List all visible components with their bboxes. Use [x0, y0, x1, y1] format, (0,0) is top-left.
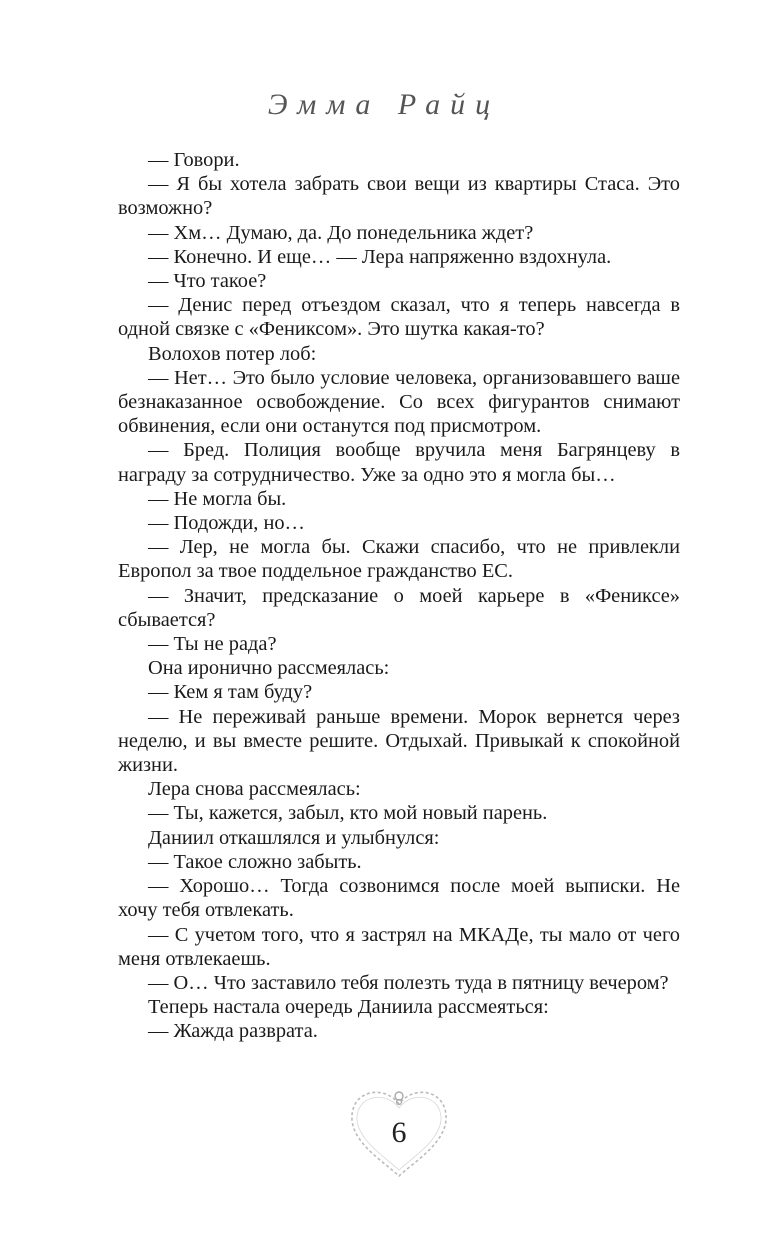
paragraph: — Говори. — [148, 149, 240, 171]
paragraph: Даниил откашлялся и улыбнулся: — [148, 826, 440, 849]
paragraph: — Подожди, но… — [148, 512, 305, 535]
paragraph: — Не могла бы. — [148, 487, 287, 510]
paragraph: — Такое сложно забыть. — [148, 850, 362, 873]
paragraph: — О… Что заставило тебя полезть туда в пятницу вечером? — [148, 971, 669, 994]
paragraph: — Не переживай раньше времени. Морок вернется через неделю, и вы вместе решите. Отдыхай. Привыкай к спокойной жизни. — [118, 705, 680, 777]
paragraph: — С учетом того, что я застрял на МКАДе, ты мало от чего меня отвлекаешь. — [118, 923, 680, 970]
paragraph: Волохов потер лоб: — [148, 342, 317, 365]
paragraph: — Значит, предсказание о моей карьере в «Фениксе» сбывается? — [118, 584, 680, 631]
paragraph: Она иронично рассмеялась: — [148, 657, 390, 680]
paragraph: — Что такое? — [148, 270, 267, 293]
body-text — [118, 148, 680, 1044]
paragraph: — Лер, не могла бы. Скажи спасибо, что не привлекли Европол за твое поддельное гражданство ЕС. — [118, 536, 680, 583]
page-folio — [344, 1082, 454, 1182]
paragraph: Лера снова рассмеялась: — [148, 778, 361, 801]
page-number: 6 — [391, 1116, 407, 1149]
paragraph: — Денис перед отъездом сказал, что я теперь навсегда в одной связке с «Фениксом». Это шутка какая-то? — [118, 294, 680, 341]
paragraph: — Кем я там буду? — [148, 681, 313, 704]
paragraph: — Нет… Это было условие человека, организовавшего ваше безнаказанное освобождение. Со всех фигурантов снимают обвинения, если они останутся под присмотром. — [118, 366, 680, 438]
paragraph: — Ты не рада? — [148, 633, 277, 656]
paragraph: — Я бы хотела забрать свои вещи из квартиры Стаса. Это возможно? — [118, 173, 680, 220]
paragraph: — Жажда разврата. — [148, 1020, 318, 1043]
paragraph: — Хм… Думаю, да. До понедельника ждет? — [148, 221, 534, 244]
paragraph: Теперь настала очередь Даниила рассмеяться: — [148, 996, 549, 1019]
paragraph: — Ты, кажется, забыл, кто мой новый парень. — [148, 802, 548, 825]
paragraph: — Бред. Полиция вообще вручила меня Багрянцеву в награду за сотрудничество. Уже за одно это я могла бы… — [118, 439, 680, 486]
paragraph: — Хорошо… Тогда созвонимся после моей выписки. Не хочу тебя отвлекать. — [118, 875, 680, 922]
paragraph: — Конечно. И еще… — Лера напряженно вздохнула. — [148, 245, 612, 268]
running-header: Эмма Райц — [267, 88, 501, 121]
